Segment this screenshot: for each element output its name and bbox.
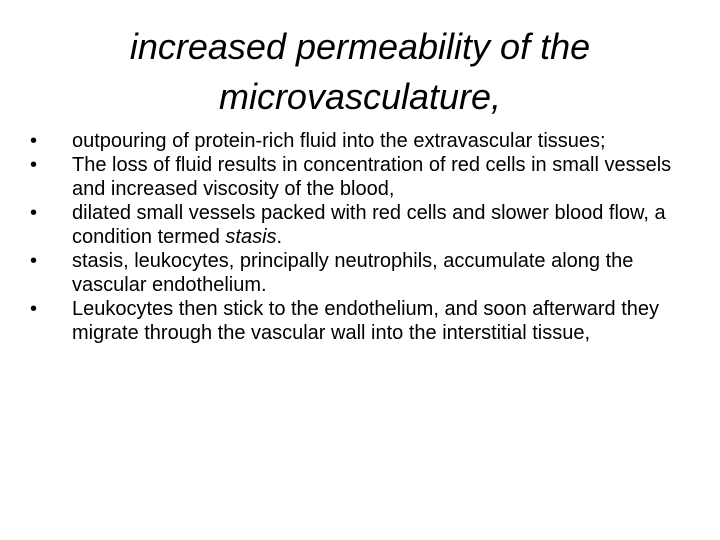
bullet-dot-icon: • [30,298,38,320]
slide-title-line-2: microvasculature, [218,76,502,117]
bullet-item-4 [30,249,690,297]
bullet-text-part: dilated small vessels packed with red cells and slower blood flow, a condition termed [72,202,666,248]
bullet-text: The loss of fluid results in concentration of red cells in small vessels and increased viscosity of the blood, [72,154,672,200]
slide-title-line-1: increased permeability of the [129,26,591,67]
bullet-dot-icon: • [30,154,38,176]
bullet-item-5 [30,297,690,345]
slide-title [60,22,660,122]
bullet-text: outpouring of protein-rich fluid into the extravascular tissues; [72,130,606,152]
bullet-item-1 [30,129,690,153]
bullet-text: Leukocytes then stick to the endothelium, and soon afterward they migrate through the vascular wall into the interstitial tissue, [72,298,660,344]
bullet-list [30,129,690,345]
bullet-text-italic-term: stasis [225,226,277,248]
bullet-dot-icon: • [30,250,38,272]
bullet-item-3 [30,201,690,249]
bullet-item-2 [30,153,690,201]
bullet-text [72,201,690,249]
bullet-text: stasis, leukocytes, principally neutrophils, accumulate along the vascular endothelium. [72,250,634,296]
bullet-dot-icon: • [30,130,38,152]
bullet-text-part: . [276,226,283,248]
bullet-dot-icon: • [30,202,38,224]
